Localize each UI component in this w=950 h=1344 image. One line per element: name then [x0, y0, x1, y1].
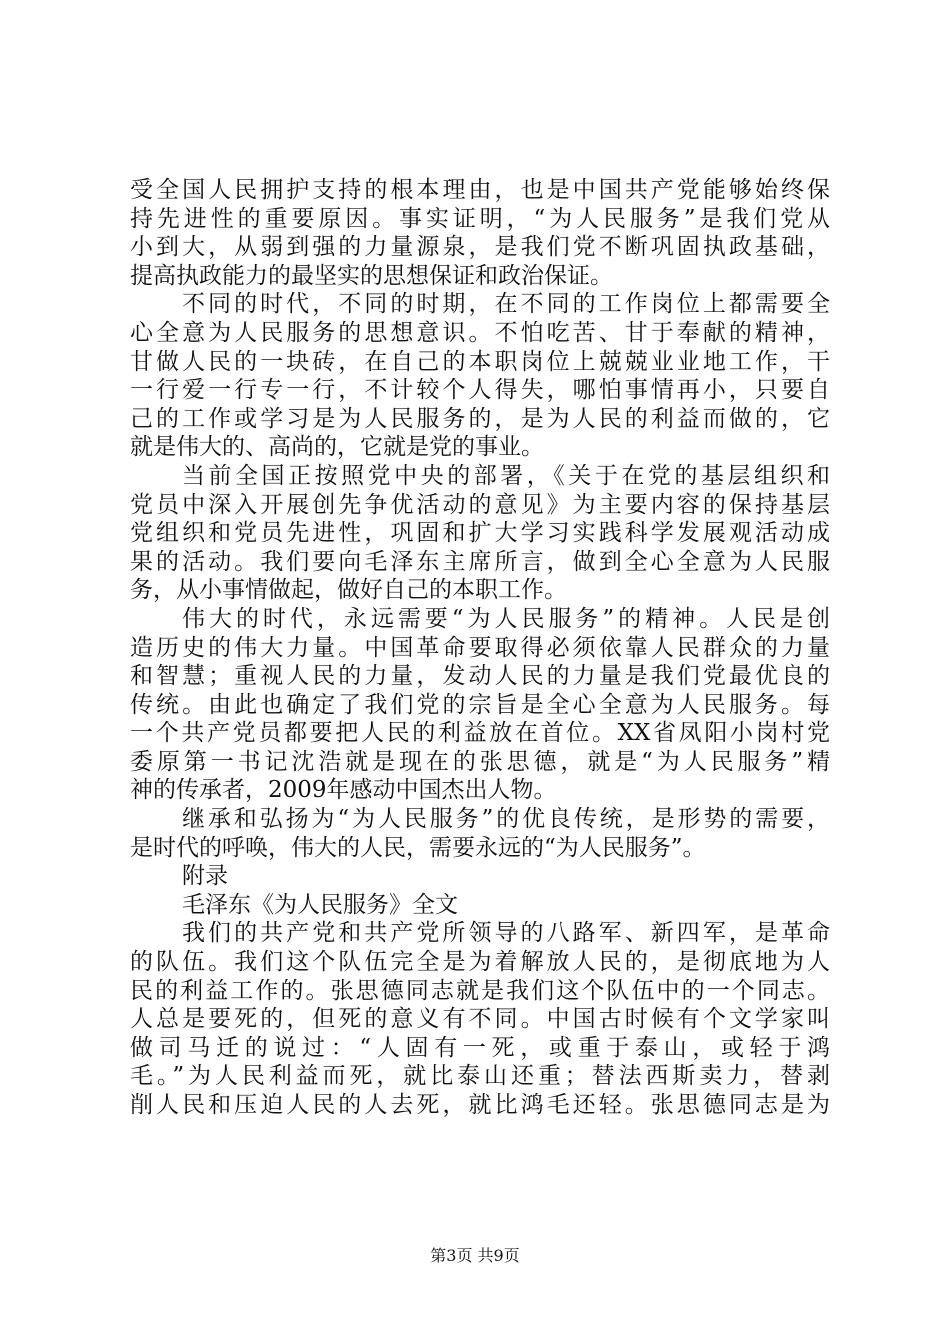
text-line: 党组织和党员先进性，巩固和扩大学习实践科学发展观活动成	[130, 520, 830, 547]
text-line: 继承和弘扬为“为人民服务”的优良传统，是形势的需要，	[182, 806, 830, 833]
text-line: 是时代的呼唤，伟大的人民，需要永远的“为人民服务”。	[130, 834, 706, 861]
page-footer: 第3页 共9页	[430, 1246, 520, 1265]
text-line: 心全意为人民服务的思想意识。不怕吃苦、甘于奉献的精神，	[130, 319, 830, 346]
text-line: 不同的时代，不同的时期，在不同的工作岗位上都需要全	[182, 291, 830, 318]
text-line: 委原第一书记沈浩就是现在的张思德，就是“为人民服务”精	[130, 748, 830, 775]
text-line: 削人民和压迫人民的人去死，就比鸿毛还轻。张思德同志是为	[130, 1092, 830, 1118]
paragraph	[130, 176, 830, 290]
paragraph	[130, 605, 830, 805]
text-line: 小到大，从弱到强的力量源泉，是我们党不断巩固执政基础，	[130, 234, 830, 261]
text-line: 当前全国正按照党中央的部署，《关于在党的基层组织和	[182, 462, 830, 489]
text-line: 人总是要死的，但死的意义有不同。中国古时候有个文学家叫	[130, 1006, 830, 1033]
text-line: 民的利益工作的。张思德同志就是我们这个队伍中的一个同志。	[130, 977, 830, 1004]
text-line: 传统。由此也确定了我们党的宗旨是全心全意为人民服务。每	[130, 691, 830, 718]
text-line: 毛。”为人民利益而死，就比泰山还重；替法西斯卖力，替剥	[130, 1063, 830, 1090]
text-line: 持先进性的重要原因。事实证明，“为人民服务”是我们党从	[130, 205, 830, 232]
text-line: 甘做人民的一块砖，在自己的本职岗位上兢兢业业地工作，干	[130, 348, 830, 375]
text-line: 务，从小事情做起，做好自己的本职工作。	[130, 577, 567, 604]
paragraph	[130, 862, 830, 891]
text-line: 一个共产党员都要把人民的利益放在首位。XX省凤阳小岗村党	[130, 720, 830, 747]
paragraph	[130, 462, 830, 605]
text-line: 提高执政能力的最坚实的思想保证和政治保证。	[130, 262, 613, 289]
paragraph	[130, 891, 830, 920]
text-line: 造历史的伟大力量。中国革命要取得必须依靠人民群众的力量	[130, 634, 830, 661]
document-body	[130, 176, 830, 1120]
text-line: 毛泽东《为人民服务》全文	[182, 891, 458, 918]
text-line: 做司马迁的说过：“人固有一死，或重于泰山，或轻于鸿	[130, 1034, 830, 1061]
text-line: 附录	[182, 863, 228, 890]
text-line: 我们的共产党和共产党所领导的八路军、新四军，是革命	[182, 920, 830, 947]
paragraph	[130, 290, 830, 462]
paragraph	[130, 919, 830, 1119]
paragraph	[130, 805, 830, 862]
text-line: 受全国人民拥护支持的根本理由，也是中国共产党能够始终保	[130, 177, 830, 203]
text-line: 和智慧；重视人民的力量，发动人民的力量是我们党最优良的	[130, 663, 830, 690]
text-line: 的队伍。我们这个队伍完全是为着解放人民的，是彻底地为人	[130, 949, 830, 976]
text-line: 己的工作或学习是为人民服务的，是为人民的利益而做的，它	[130, 405, 830, 432]
text-line: 神的传承者，2009年感动中国杰出人物。	[130, 777, 557, 804]
text-line: 党员中深入开展创先争优活动的意见》为主要内容的保持基层	[130, 491, 830, 518]
text-line: 果的活动。我们要向毛泽东主席所言，做到全心全意为人民服	[130, 548, 830, 575]
text-line: 就是伟大的、高尚的，它就是党的事业。	[130, 434, 544, 461]
text-line: 一行爱一行专一行，不计较个人得失，哪怕事情再小，只要自	[130, 377, 830, 404]
text-line: 伟大的时代，永远需要“为人民服务”的精神。人民是创	[182, 605, 830, 632]
